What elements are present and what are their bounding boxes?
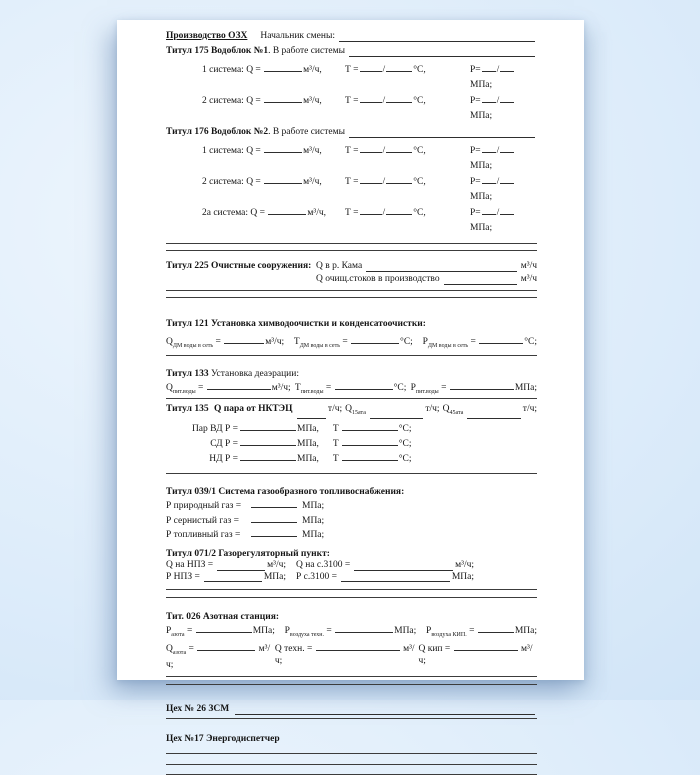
unit-label: МПа, xyxy=(297,439,319,450)
section-sublabel: Установка деаэрации: xyxy=(210,368,299,379)
qty-subscript: пит.воды xyxy=(415,389,439,396)
blank-line xyxy=(478,623,514,633)
blank-line xyxy=(500,93,514,103)
temp-group xyxy=(345,93,470,109)
blank-line xyxy=(500,143,514,153)
rule xyxy=(166,764,537,765)
blank-line xyxy=(240,436,296,446)
section-label: Титул 135 xyxy=(166,404,209,415)
blank-line xyxy=(207,380,271,390)
blank-systems xyxy=(349,128,535,138)
unit-label: МПа; xyxy=(451,571,474,582)
blank-line xyxy=(240,451,296,461)
blank-line xyxy=(386,174,412,184)
field-label: Т xyxy=(332,424,339,435)
qty-subscript: пит.воды xyxy=(300,389,324,396)
section-title-121: Титул 121 Установка химводоочистки и конденсатоочистки: xyxy=(166,319,426,329)
slash: / xyxy=(382,208,386,218)
qty-subscript: азота xyxy=(171,632,185,639)
blank-line xyxy=(268,205,306,215)
field-t-dm xyxy=(294,334,413,353)
grp-row xyxy=(166,560,537,572)
equals: = xyxy=(326,626,332,637)
unit-label: МПа; xyxy=(470,111,493,121)
unit-label: МПа; xyxy=(302,530,325,541)
steam-row-nd xyxy=(166,451,537,466)
qty-symbol: Q xyxy=(166,644,173,655)
blank-chief xyxy=(339,32,535,42)
rule xyxy=(166,753,537,754)
field-label: НД Р = xyxy=(209,454,238,465)
qty-symbol: Q xyxy=(166,383,173,394)
unit-label: м³/ч; xyxy=(265,337,285,347)
field-p-air-tech xyxy=(285,623,417,641)
field-p-air-kip xyxy=(426,623,537,641)
blank-line xyxy=(342,436,398,446)
field-label: 2 система: Q = xyxy=(202,96,261,106)
rule xyxy=(166,718,537,719)
blank-line xyxy=(342,421,398,431)
field-q-npz xyxy=(166,560,286,572)
blank-line xyxy=(196,623,252,633)
field-label: Q очищ.стоков в производство xyxy=(316,274,440,284)
qty-symbol: Р xyxy=(166,626,172,637)
unit-label: МПа; xyxy=(470,161,493,171)
section-title-133 xyxy=(166,369,537,381)
field-p-npz xyxy=(166,572,286,584)
rule xyxy=(166,589,537,590)
flow-group xyxy=(166,174,345,190)
gas-row xyxy=(166,527,537,542)
temp-group xyxy=(345,205,470,221)
unit-label: м³/ч, xyxy=(303,146,322,156)
field-q45 xyxy=(443,403,464,420)
field-label: 2а система: Q = xyxy=(202,208,265,218)
flow-group xyxy=(166,93,345,109)
unit-label: м³/ч, xyxy=(303,65,322,75)
section-sublabel: . В работе системы xyxy=(268,127,345,137)
temp-group xyxy=(345,143,470,159)
slash: / xyxy=(496,177,500,187)
blank-line xyxy=(360,62,382,72)
shop-26-row xyxy=(166,703,537,716)
blank-line xyxy=(370,409,423,419)
header-row xyxy=(166,30,537,43)
slash: / xyxy=(496,96,500,106)
unit-label: МПа; xyxy=(514,626,537,637)
unit-label: МПа; xyxy=(302,515,325,526)
flow-group xyxy=(166,143,345,159)
blank-line xyxy=(360,93,382,103)
unit-label: °С; xyxy=(398,454,412,465)
blank-line xyxy=(251,513,297,523)
blank-line xyxy=(500,205,514,215)
blank-line xyxy=(360,143,382,153)
unit-label: м³/ч, xyxy=(303,177,322,187)
unit-label: МПа, xyxy=(297,424,319,435)
unit-label: МПа; xyxy=(302,501,325,512)
blank-line xyxy=(482,62,496,72)
field-label: Т = xyxy=(345,177,359,187)
blank-line xyxy=(335,623,393,633)
blank-line xyxy=(335,380,393,390)
unit-label: МПа; xyxy=(470,223,493,233)
unit-label: МПа; xyxy=(470,192,493,202)
nitrogen-row-q xyxy=(166,641,537,671)
field-label: Т = xyxy=(345,146,359,156)
unit-label: м³/ч, xyxy=(303,96,322,106)
field-label: 1 система: Q = xyxy=(202,146,261,156)
blank-line xyxy=(386,93,412,103)
slash: / xyxy=(496,146,500,156)
unit-label: МПа; xyxy=(263,571,286,582)
blank-line xyxy=(386,143,412,153)
field-label: Q пара от НКТЭЦ xyxy=(214,404,293,415)
rule xyxy=(166,398,537,399)
blank-line xyxy=(240,421,296,431)
field-q15 xyxy=(345,403,366,420)
equals: = xyxy=(186,626,193,637)
qty-subscript: воздуха техн. xyxy=(289,632,325,639)
section-225-line2 xyxy=(166,273,537,286)
doc-title: Производство ОЗХ xyxy=(166,31,248,41)
field-label: Пар ВД Р = xyxy=(191,424,238,435)
unit-label: МПа; xyxy=(514,383,537,394)
press-group xyxy=(470,93,537,124)
blank-line xyxy=(264,143,302,153)
blank-line xyxy=(224,334,264,344)
unit-label: т/ч; xyxy=(327,404,343,415)
press-group xyxy=(470,174,537,205)
blank-line xyxy=(341,572,450,582)
rule xyxy=(166,297,537,298)
rule xyxy=(166,684,537,685)
steam-row-sd xyxy=(166,436,537,451)
unit-label: °С; xyxy=(393,383,407,394)
gas-row xyxy=(166,498,537,513)
press-group xyxy=(470,62,537,93)
field-label: Т = xyxy=(345,96,359,106)
unit-label: °С; xyxy=(400,337,413,347)
section-135-line1 xyxy=(166,403,537,420)
temp-group xyxy=(345,174,470,190)
field-label: Q на НПЗ = xyxy=(166,560,214,571)
unit-label: м³/ч; xyxy=(267,560,286,571)
equals: = xyxy=(342,337,348,347)
qty-symbol: Т xyxy=(293,337,300,347)
section-225-line1 xyxy=(166,260,537,273)
field-label: Р= xyxy=(470,177,481,187)
slash: / xyxy=(496,65,500,75)
equals: = xyxy=(469,626,475,637)
system-row xyxy=(166,174,537,205)
unit-label: т/ч; xyxy=(425,404,440,415)
field-label: Р= xyxy=(470,146,481,156)
unit-label: °С; xyxy=(398,424,412,435)
equals: = xyxy=(470,337,476,347)
field-label: Р природный газ = xyxy=(166,501,242,512)
steam-row-vd xyxy=(166,421,537,436)
field-q-3100 xyxy=(296,560,474,572)
blank-line xyxy=(251,527,297,537)
press-group xyxy=(470,143,537,174)
qty-subscript: ДМ воды в сеть xyxy=(299,342,340,349)
section-label: Титул 175 Водоблок №1 xyxy=(166,46,269,56)
unit-label: м³/ч; xyxy=(455,560,474,571)
blank-line xyxy=(482,143,496,153)
flow-group xyxy=(166,62,345,78)
blank-line xyxy=(366,262,517,272)
equals: = xyxy=(441,383,447,394)
slash: / xyxy=(382,146,386,156)
qty-symbol: Q xyxy=(442,404,450,415)
unit-label: °С, xyxy=(413,146,426,156)
qty-symbol: Р xyxy=(410,383,416,394)
unit-label: т/ч; xyxy=(522,404,538,415)
section-title-176 xyxy=(166,126,537,139)
section-title-026: Тит. 026 Азотная станция: xyxy=(166,612,280,623)
rule xyxy=(166,243,537,244)
blank-line xyxy=(386,62,412,72)
blank-line xyxy=(450,380,514,390)
section-title-175 xyxy=(166,45,537,58)
unit-label: °С, xyxy=(413,96,426,106)
flow-group xyxy=(166,205,345,221)
section-133-row xyxy=(166,380,537,398)
blank-line xyxy=(235,705,535,715)
blank-line xyxy=(360,174,382,184)
field-label: Р НПЗ = xyxy=(166,571,200,582)
field-label: Р с.3100 = xyxy=(296,571,337,582)
unit-label: м³/ч; xyxy=(418,644,533,667)
field-label: Р= xyxy=(470,208,481,218)
equals: = xyxy=(198,383,204,394)
system-row xyxy=(166,62,537,93)
unit-label: МПа; xyxy=(470,80,493,90)
field-label: Т = xyxy=(345,65,359,75)
press-group xyxy=(470,205,537,236)
rule xyxy=(166,250,537,251)
field-label: Q на с.3100 = xyxy=(296,560,351,571)
blank-line xyxy=(454,641,518,651)
blank-line xyxy=(217,561,265,571)
blank-line xyxy=(204,572,262,582)
field-label: Р= xyxy=(470,65,481,75)
blank-line xyxy=(482,205,496,215)
qty-symbol: Р xyxy=(426,626,432,637)
qty-symbol: Р xyxy=(422,337,428,347)
qty-subscript: 45ата xyxy=(449,410,464,417)
section-title-071: Титул 071/2 Газорегуляторный пункт: xyxy=(166,548,330,559)
system-row xyxy=(166,93,537,124)
shop-17-label: Цех №17 Энергодиспетчер xyxy=(166,733,280,744)
blank-line xyxy=(297,409,326,419)
shop-26-label: Цех № 26 ЗСМ xyxy=(166,703,230,714)
slash: / xyxy=(496,208,500,218)
unit-label: м³/ч, xyxy=(307,208,327,218)
qty-subscript: воздуха КИП. xyxy=(431,632,467,639)
field-q-azot xyxy=(166,641,275,671)
unit-label: м³/ч xyxy=(520,261,537,271)
chief-label: Начальник смены: xyxy=(260,31,335,41)
blank-line xyxy=(264,174,302,184)
unit-label: МПа; xyxy=(394,626,417,637)
section-label: Титул 176 Водоблок №2 xyxy=(166,127,269,137)
system-row xyxy=(166,205,537,236)
unit-label: м³/ч; xyxy=(271,383,291,394)
field-label: Q техн. = xyxy=(274,644,313,655)
field-label: Т xyxy=(332,454,339,465)
field-label: Q в р. Кама xyxy=(316,261,363,271)
grp-row xyxy=(166,572,537,584)
blank-line xyxy=(197,641,255,651)
field-p-3100 xyxy=(296,572,474,584)
document-page xyxy=(117,20,584,744)
blank-line xyxy=(354,561,453,571)
equals: = xyxy=(215,337,221,347)
blank-systems xyxy=(349,47,535,57)
blank-line xyxy=(251,498,297,508)
field-label: СД Р = xyxy=(210,439,238,450)
field-q-feed xyxy=(166,380,291,398)
temp-group xyxy=(345,62,470,78)
rule xyxy=(166,473,537,474)
section-label: Титул 133 xyxy=(166,368,209,379)
unit-label: МПа, xyxy=(297,454,319,465)
field-label: Р топливный газ = xyxy=(166,530,241,541)
slash: / xyxy=(382,177,386,187)
field-q-tech xyxy=(275,641,419,667)
equals: = xyxy=(325,383,332,394)
qty-subscript: пит.воды xyxy=(172,389,196,396)
rule xyxy=(166,355,537,356)
blank-line xyxy=(264,93,302,103)
unit-label: м³/ч; xyxy=(166,644,271,670)
qty-subscript: азота xyxy=(172,649,187,656)
unit-label: °С, xyxy=(413,177,426,187)
field-label: Т xyxy=(332,439,339,450)
field-p-azot xyxy=(166,623,275,641)
unit-label: м³/ч xyxy=(520,274,537,284)
blank-line xyxy=(479,334,523,344)
section-sublabel: . В работе системы xyxy=(268,46,345,56)
qty-symbol: Р xyxy=(284,626,290,637)
gas-row xyxy=(166,513,537,528)
blank-line xyxy=(360,205,382,215)
blank-line xyxy=(316,641,400,651)
field-p-feed xyxy=(411,380,537,398)
unit-label: °С; xyxy=(398,439,412,450)
field-label: Q кип = xyxy=(418,644,451,655)
field-label: Р сернистый газ = xyxy=(166,515,239,526)
unit-label: °С, xyxy=(413,65,426,75)
field-q-dm xyxy=(166,334,284,353)
qty-symbol: Q xyxy=(166,337,173,347)
form-content xyxy=(166,30,537,775)
unit-label: °С; xyxy=(524,337,537,347)
blank-line xyxy=(386,205,412,215)
blank-line xyxy=(351,334,399,344)
qty-subscript: ДМ воды в сеть xyxy=(427,342,469,349)
section-title-039: Титул 039/1 Система газообразного топливоснабжения: xyxy=(166,487,405,498)
nitrogen-row-p xyxy=(166,623,537,641)
qty-subscript: 15ата xyxy=(352,410,366,417)
unit-label: м³/ч; xyxy=(274,644,415,667)
blank-line xyxy=(467,409,520,419)
blank-line xyxy=(342,451,398,461)
slash: / xyxy=(382,65,386,75)
unit-label: МПа; xyxy=(252,626,275,637)
unit-label: °С, xyxy=(413,208,426,218)
field-label: 1 система: Q = xyxy=(202,65,261,75)
blank-line xyxy=(482,174,496,184)
field-label: Р= xyxy=(470,96,481,106)
field-t-feed xyxy=(295,380,407,398)
slash: / xyxy=(382,96,386,106)
blank-line xyxy=(264,62,302,72)
qty-symbol: Т xyxy=(294,383,301,394)
blank-line xyxy=(500,62,514,72)
system-row xyxy=(166,143,537,174)
blank-line xyxy=(444,275,517,285)
blank-line xyxy=(500,174,514,184)
qty-symbol: Q xyxy=(345,404,353,415)
section-label: Титул 225 Очистные сооружения: xyxy=(166,261,312,271)
equals: = xyxy=(188,644,194,655)
qty-subscript: ДМ воды в сеть xyxy=(172,342,214,349)
rule xyxy=(166,676,537,677)
section-121-row xyxy=(166,334,537,353)
field-label: 2 система: Q = xyxy=(202,177,261,187)
rule xyxy=(166,597,537,598)
field-p-dm xyxy=(423,334,537,353)
blank-line xyxy=(482,93,496,103)
field-label: Т = xyxy=(345,208,359,218)
field-q-kip xyxy=(418,641,537,667)
rule xyxy=(166,290,537,291)
